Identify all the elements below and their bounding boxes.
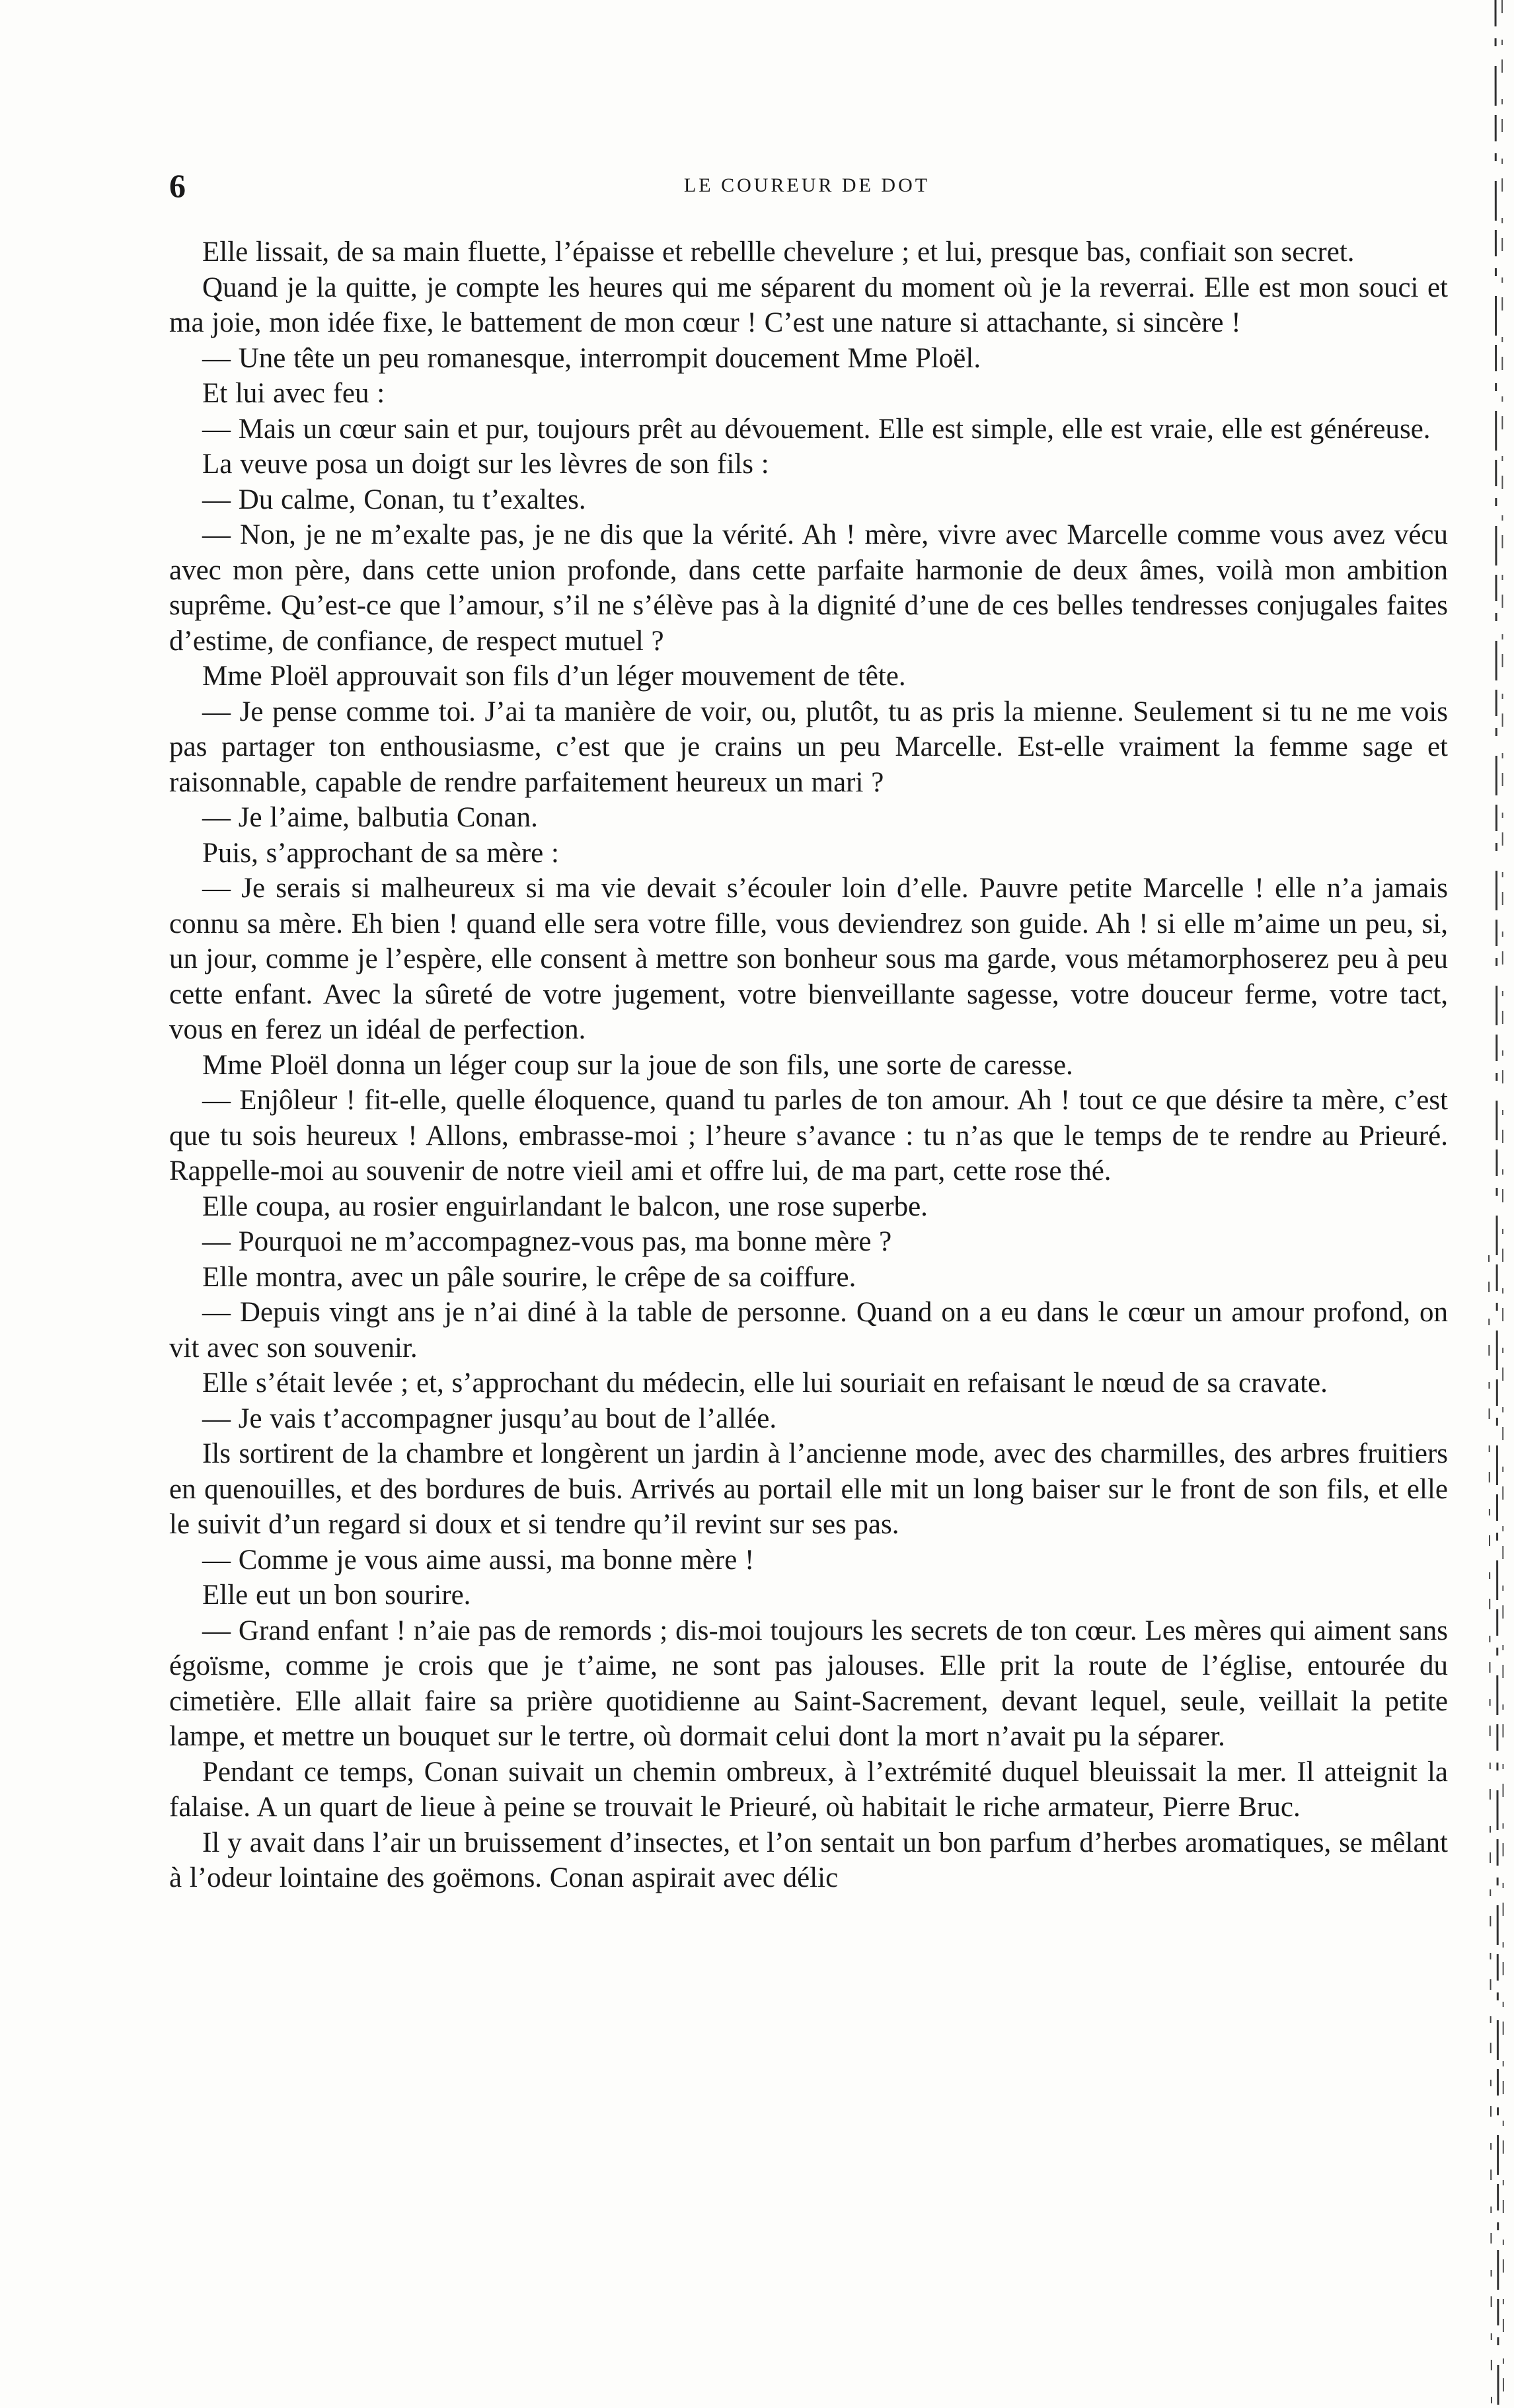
paragraph: — Je vais t’accompagner jusqu’au bout de l’allée. <box>202 1403 777 1434</box>
paragraph: Ils sortirent de la chambre et longèrent un jardin à l’ancienne mode, avec des charmilles, des arbres fruitiers en quenouilles, et des bordures de buis. Arrivés au portail elle mit un long baiser sur le front de son fils, et elle le suivit d’un regard si doux et si tendre qu’il revint sur ses pas. <box>169 1438 1448 1540</box>
paragraph: Puis, s’approchant de sa mère : <box>202 837 559 869</box>
paragraph: Elle eut un bon sourire. <box>202 1580 471 1611</box>
page-number: 6 <box>169 167 186 204</box>
paragraph: Elle coupa, au rosier enguirlandant le balcon, une rose superbe. <box>202 1190 928 1222</box>
paragraph: — Comme je vous aime aussi, ma bonne mère ! <box>202 1544 755 1576</box>
paragraph: — Non, je ne m’exalte pas, je ne dis que la vérité. Ah ! mère, vivre avec Marcelle comme vous avez vécu avec mon père, dans cette union profonde, dans cette parfaite harmonie de deux âmes, voilà mon ambition suprême. Qu’est-ce que l’amour, s’il ne s’élève pas à la dignité d’une de ces belles tendresses conjugales faites d’estime, de confiance, de respect mutuel ? <box>169 519 1448 657</box>
paragraph: — Je serais si malheureux si ma vie devait s’écouler loin d’elle. Pauvre petite Marcelle ! elle n’a jamais connu sa mère. Eh bien ! quand elle sera votre fille, vous deviendrez son guide. Ah ! si elle m’aime un peu, si, un jour, comme je l’espère, elle consent à mettre son bonheur sous ma garde, vous métamorphoserez peu à peu cette enfant. Avec la sûreté de votre jugement, votre bienveillante sagesse, votre douceur ferme, votre tact, vous en ferez un idéal de perfection. <box>169 873 1448 1045</box>
paragraph: Elle lissait, de sa main fluette, l’épaisse et rebellle chevelure ; et lui, presque bas, confiait son secret. <box>202 237 1355 268</box>
paragraph: Quand je la quitte, je compte les heures qui me séparent du moment où je la reverrai. Elle est mon souci et ma joie, mon idée fixe, le battement de mon cœur ! C’est une nature si attachante, si sincère ! <box>169 272 1448 338</box>
paragraph: — Pourquoi ne m’accompagnez-vous pas, ma bonne mère ? <box>202 1226 892 1257</box>
paragraph: — Grand enfant ! n’aie pas de remords ; dis-moi toujours les secrets de ton cœur. Les mères qui aiment sans égoïsme, comme je crois que je t’aime, ne sont pas jalouses. Elle prit la route de l’église, entourée du cimetière. Elle allait faire sa prière quotidienne au Saint-Sacrement, devant lequel, seule, veillait la petite lampe, et mettre un bouquet sur le tertre, où dormait celui dont la mort n’avait pu la séparer. <box>169 1615 1448 1752</box>
paragraph: — Mais un cœur sain et pur, toujours prêt au dévouement. Elle est simple, elle est vraie, elle est généreuse. <box>202 413 1431 445</box>
body-text <box>169 235 1448 1896</box>
paragraph: Il y avait dans l’air un bruissement d’insectes, et l’on sentait un bon parfum d’herbes aromatiques, se mêlant à l’odeur lointaine des goëmons. Conan aspirait avec délic <box>169 1827 1448 1893</box>
paragraph: La veuve posa un doigt sur les lèvres de son fils : <box>202 449 769 480</box>
paragraph: — Je pense comme toi. J’ai ta manière de voir, ou, plutôt, tu as pris la mienne. Seulement si tu ne me vois pas partager ton enthousiasme, c’est que je crains un peu Marcelle. Est-elle vraiment la femme sage et raisonnable, capable de rendre parfaitement heureux un mari ? <box>169 696 1448 798</box>
scan-edge-marks <box>1469 0 1509 2408</box>
paragraph: Elle montra, avec un pâle sourire, le crêpe de sa coiffure. <box>202 1261 856 1293</box>
paragraph: — Du calme, Conan, tu t’exaltes. <box>202 484 586 515</box>
running-title: LE COUREUR DE DOT <box>683 174 930 196</box>
paragraph: — Une tête un peu romanesque, interrompit doucement Mme Ploël. <box>202 342 981 374</box>
paragraph: — Enjôleur ! fit-elle, quelle éloquence, quand tu parles de ton amour. Ah ! tout ce que désire ta mère, c’est que tu sois heureux ! Allons, embrasse-moi ; l’heure s’avance : tu n’as que le temps de te rendre au Prieuré. Rappelle-moi au souvenir de notre vieil ami et offre lui, de ma part, cette rose thé. <box>169 1085 1448 1186</box>
paragraph: Mme Ploël donna un léger coup sur la joue de son fils, une sorte de caresse. <box>202 1049 1073 1081</box>
paragraph: — Je l’aime, balbutia Conan. <box>202 802 538 833</box>
paragraph: Pendant ce temps, Conan suivait un chemin ombreux, à l’extrémité duquel bleuissait la mer. Il atteignit la falaise. A un quart de lieue à peine se trouvait le Prieuré, où habitait le riche armateur, Pierre Bruc. <box>169 1756 1448 1823</box>
page-header <box>169 166 1445 206</box>
paragraph: Elle s’était levée ; et, s’approchant du médecin, elle lui souriait en refaisant le nœud de sa cravate. <box>202 1368 1328 1399</box>
paragraph: — Depuis vingt ans je n’ai diné à la table de personne. Quand on a eu dans le cœur un amour profond, on vit avec son souvenir. <box>169 1297 1448 1364</box>
paragraph: Et lui avec feu : <box>202 378 385 409</box>
paragraph: Mme Ploël approuvait son fils d’un léger mouvement de tête. <box>202 661 906 692</box>
